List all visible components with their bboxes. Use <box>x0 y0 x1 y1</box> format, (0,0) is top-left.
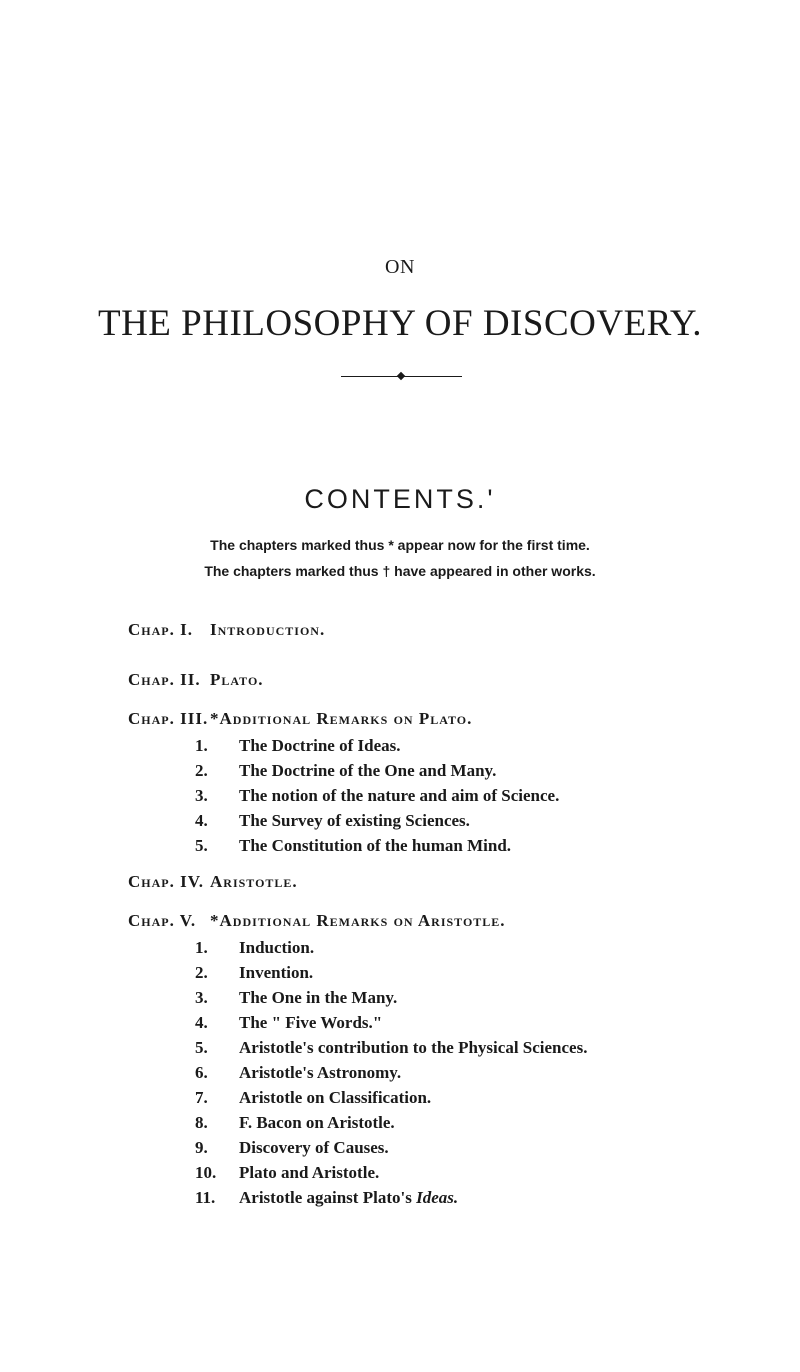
chapter-title: Aristotle. <box>210 872 298 891</box>
chapter-2 <box>128 670 264 690</box>
chapter-5 <box>128 911 506 931</box>
list-item: 4. The Survey of existing Sciences. <box>195 811 470 830</box>
list-item: 2. Invention. <box>195 963 314 982</box>
chapter-label: Chap. III. <box>128 709 209 728</box>
chapter-3 <box>128 709 472 729</box>
list-item: 4. The " Five Words." <box>195 1013 383 1032</box>
page-title: THE PHILOSOPHY OF DISCOVERY. <box>97 303 703 344</box>
list-item: 10. Plato and Aristotle. <box>195 1163 380 1182</box>
contents-heading: CONTENTS.' <box>304 484 496 514</box>
list-item: 1. The Doctrine of Ideas. <box>195 736 401 755</box>
list-item: 11. Aristotle against Plato's Ideas. <box>195 1188 459 1207</box>
chapter-label: Chap. I. <box>128 620 193 639</box>
chapter-4 <box>128 872 298 892</box>
list-item: 5. The Constitution of the human Mind. <box>195 836 512 855</box>
list-item: 9. Discovery of Causes. <box>195 1138 389 1157</box>
note-new-chapters: The chapters marked thus * appear now for the first time. <box>210 537 590 553</box>
list-item: 6. Aristotle's Astronomy. <box>195 1063 402 1082</box>
list-item: 3. The notion of the nature and aim of Science. <box>195 786 560 805</box>
chapter-title: *Additional Remarks on Plato. <box>210 709 473 728</box>
list-item: 2. The Doctrine of the One and Many. <box>195 761 497 780</box>
list-item: 3. The One in the Many. <box>195 988 398 1007</box>
chapter-1 <box>128 620 325 640</box>
list-item: 5. Aristotle's contribution to the Physical Sciences. <box>195 1038 588 1057</box>
note-other-works: The chapters marked thus † have appeared in other works. <box>204 563 596 579</box>
list-item: 8. F. Bacon on Aristotle. <box>195 1113 395 1132</box>
list-item: 1. Induction. <box>195 938 315 957</box>
chapter-label: Chap. II. <box>128 670 201 689</box>
chapter-label: Chap. IV. <box>128 872 205 891</box>
divider-ornament-icon <box>397 372 405 380</box>
list-item: 7. Aristotle on Classification. <box>195 1088 432 1107</box>
chapter-title: Plato. <box>210 670 264 689</box>
heading-on: ON <box>385 256 415 278</box>
chapter-title: Introduction. <box>210 620 326 639</box>
chapter-title: *Additional Remarks on Aristotle. <box>210 911 506 930</box>
chapter-label: Chap. V. <box>128 911 197 930</box>
